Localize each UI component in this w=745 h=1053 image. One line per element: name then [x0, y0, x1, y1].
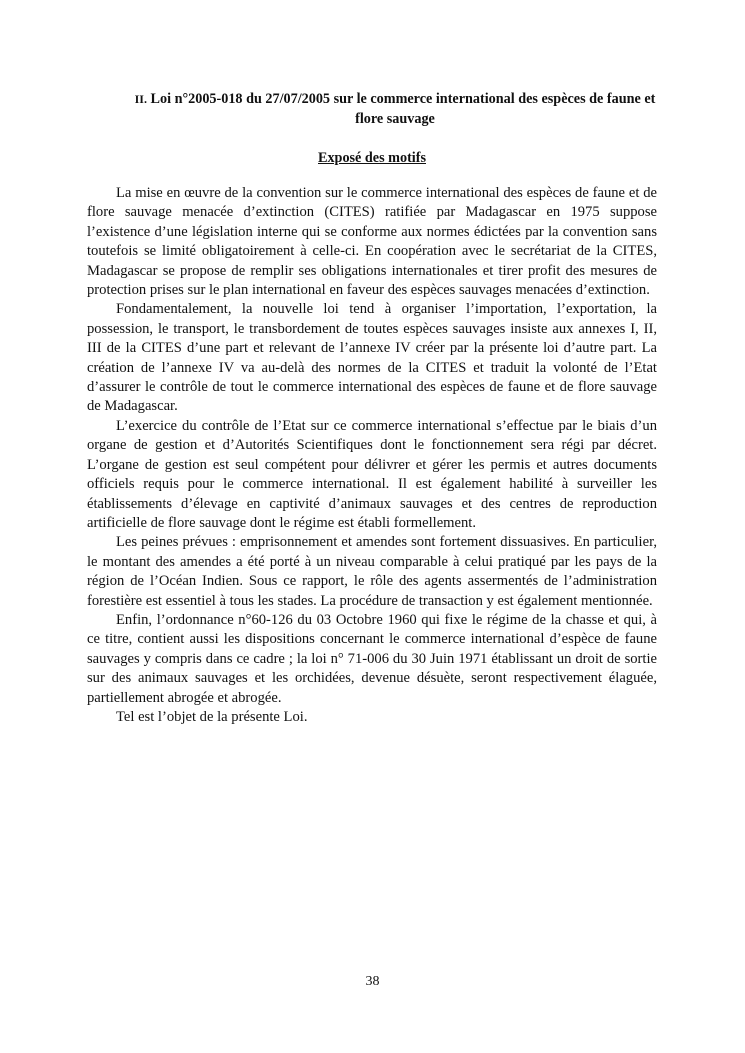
paragraph: Les peines prévues : emprisonnement et amendes sont fortement dissuasives. En particulier, le montant des amendes a été porté à un niveau comparable à celui pratiqué par les pays de la région de l’Océan Indien. Sous ce rapport, le rôle des agents assermentés de l’administration forestière est essentiel à tous les stades. La procédure de transaction y est également mentionnée. [87, 534, 657, 609]
section-heading-text: Exposé des motifs [318, 150, 426, 166]
body-text [87, 184, 657, 727]
page-number: 38 [365, 974, 380, 989]
title-numeral: II. [134, 92, 147, 106]
paragraph: La mise en œuvre de la convention sur le commerce international des espèces de faune et de flore sauvage menacée d’extinction (CITES) ratifiée par Madagascar en 1975 suppose l’existence d’une législation interne qui se conforme aux normes édictées par la convention sans toutefois se limité obligatoirement à celle-ci. En coopération avec le secrétariat de la CITES, Madagascar se propose de remplir ses obligations internationales et tirer profit des mesures de protection prises sur le plan international en faveur des espèces sauvages menacées d’extinction. [87, 185, 657, 299]
law-title [130, 89, 660, 129]
paragraph: Enfin, l’ordonnance n°60-126 du 03 Octobre 1960 qui fixe le régime de la chasse et qui, à ce titre, contient aussi les dispositions concernant le commerce international d’espèce de faune sauvages y compris dans ce cadre ; la loi n° 71-006 du 30 Juin 1971 établissant un droit de sortie sur des animaux sauvages et les orchidées, devenue désuète, seront respectivement élaguée, partiellement abrogée et abrogée. [87, 611, 657, 706]
section-heading [87, 148, 657, 168]
paragraph: Tel est l’objet de la présente Loi. [116, 708, 308, 725]
title-text: Loi n°2005-018 du 27/07/2005 sur le commerce international des espèces de faune et flore sauvage [150, 91, 656, 127]
paragraph: Fondamentalement, la nouvelle loi tend à organiser l’importation, l’exportation, la possession, le transport, le transbordement de toutes espèces sauvages insiste aux annexes I, II, III de la CITES d’une part et relevant de l’annexe IV créer par la présente loi d’autre part. La création de l’annexe IV va au-delà des normes de la CITES et traduit la volonté de l’Etat d’assurer le contrôle de tout le commerce international des espèces de faune et de flore sauvage de Madagascar. [87, 301, 657, 415]
paragraph: L’exercice du contrôle de l’Etat sur ce commerce international s’effectue par le biais d’un organe de gestion et d’Autorités Scientifiques dont le fonctionnement sera régi par décret. L’organe de gestion est seul compétent pour délivrer et gérer les permis et autres documents officiels requis pour le commerce international. Il est également habilité à surveiller les établissements d’élevage en captivité d’animaux sauvages et des centres de reproduction artificielle de flore sauvage dont le régime est établi formellement. [87, 417, 657, 531]
